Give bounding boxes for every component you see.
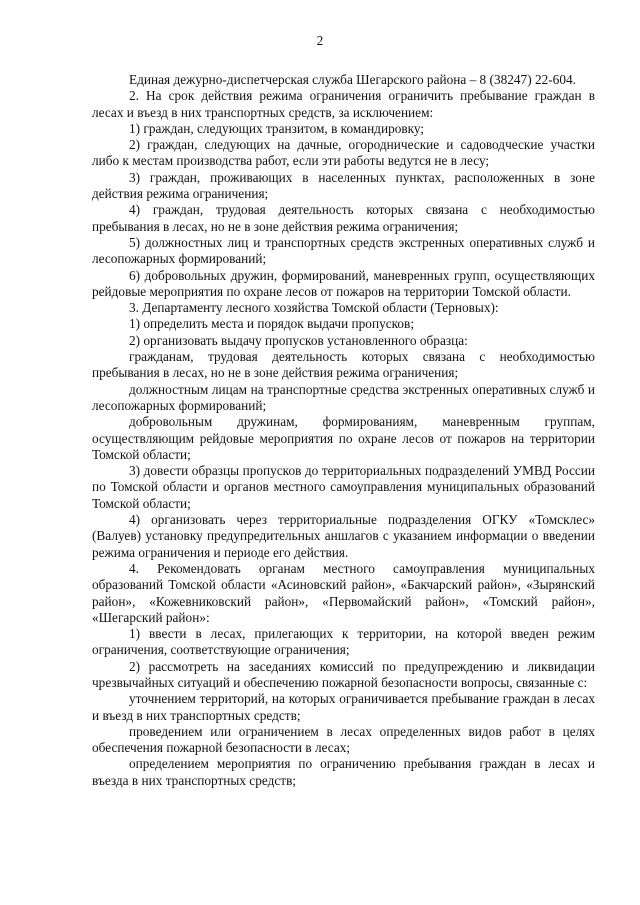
paragraph-section-3-item-3: 3) довести образцы пропусков до территориальных подразделений УМВД России по Томской области и органов местного самоуправления муниципальных образований Томской области; — [92, 463, 595, 511]
document-body — [92, 72, 595, 789]
page-number: 2 — [316, 33, 324, 48]
paragraph-pass-officials: должностным лицам на транспортные средства экстренных оперативных служб и лесопожарных формирований; — [92, 381, 595, 413]
paragraph-exception-2: 2) граждан, следующих на дачные, огороднические и садоводческие участки либо к местам производства работ, если эти работы ведутся не в лесу; — [92, 137, 595, 169]
paragraph-pass-citizens: гражданам, трудовая деятельность которых связана с необходимостью пребывания в лесах, но не в зоне действия режима ограничения; — [92, 349, 595, 381]
paragraph-section-3: 3. Департаменту лесного хозяйства Томской области (Терновых): — [129, 300, 499, 316]
paragraph-exception-6: 6) добровольных дружин, формирований, маневренных групп, осуществляющих рейдовые мероприятия по охране лесов от пожаров на территории Томской области. — [92, 267, 595, 299]
paragraph-pass-volunteers: добровольным дружинам, формированиям, маневренным группам, осуществляющим рейдовые мероприятия по охране лесов от пожаров на территории Томской области; — [92, 414, 595, 462]
paragraph-exception-5: 5) должностных лиц и транспортных средств экстренных оперативных служб и лесопожарных формирований; — [92, 234, 595, 267]
paragraph-exception-4: 4) граждан, трудовая деятельность которых связана с необходимостью пребывания в лесах, но не в зоне действия режима ограничения; — [92, 202, 595, 234]
paragraph-section-4: 4. Рекомендовать органам местного самоуправления муниципальных образований Томской области «Асиновский район», «Бакчарский район», «Зырянский район», «Кожевниковский район», «Первомайский район», «Томский район», «Шегарский район»: — [92, 560, 595, 625]
paragraph-issue-territories: уточнением территорий, на которых ограничивается пребывание граждан в лесах и въезд в них транспортных средств; — [92, 691, 595, 723]
paragraph-section-4-item-1: 1) ввести в лесах, прилегающих к территории, на которой введен режим ограничения, соответствующие ограничения; — [92, 626, 595, 658]
paragraph-section-3-item-1: 1) определить места и порядок выдачи пропусков; — [129, 316, 415, 332]
paragraph-section-3-item-2: 2) организовать выдачу пропусков установленного образца: — [129, 332, 468, 348]
paragraph-issue-measures: определением мероприятия по ограничению пребывания граждан в лесах и въезда в них транспортных средств; — [92, 756, 595, 788]
paragraph-issue-works: проведением или ограничением в лесах определенных видов работ в целях обеспечения пожарной безопасности в лесах; — [92, 723, 595, 756]
paragraph-hotline: Единая дежурно-диспетчерская служба Шегарского района – 8 (38247) 22-604. — [129, 72, 576, 87]
paragraph-section-2: 2. На срок действия режима ограничения ограничить пребывание граждан в лесах и въезд в них транспортных средств, за исключением: — [92, 88, 595, 120]
paragraph-exception-3: 3) граждан, проживающих в населенных пунктах, расположенных в зоне действия режима ограничения; — [92, 169, 595, 202]
paragraph-section-4-item-2: 2) рассмотреть на заседаниях комиссий по предупреждению и ликвидации чрезвычайных ситуаций и обеспечению пожарной безопасности вопросы, связанные с: — [92, 658, 595, 690]
paragraph-exception-1: 1) граждан, следующих транзитом, в командировку; — [129, 120, 425, 136]
paragraph-section-3-item-4: 4) организовать через территориальные подразделения ОГКУ «Томсклес» (Валуев) установку предупредительных аншлагов с указанием информации о введении режима ограничения и периоде его действия. — [92, 512, 595, 560]
